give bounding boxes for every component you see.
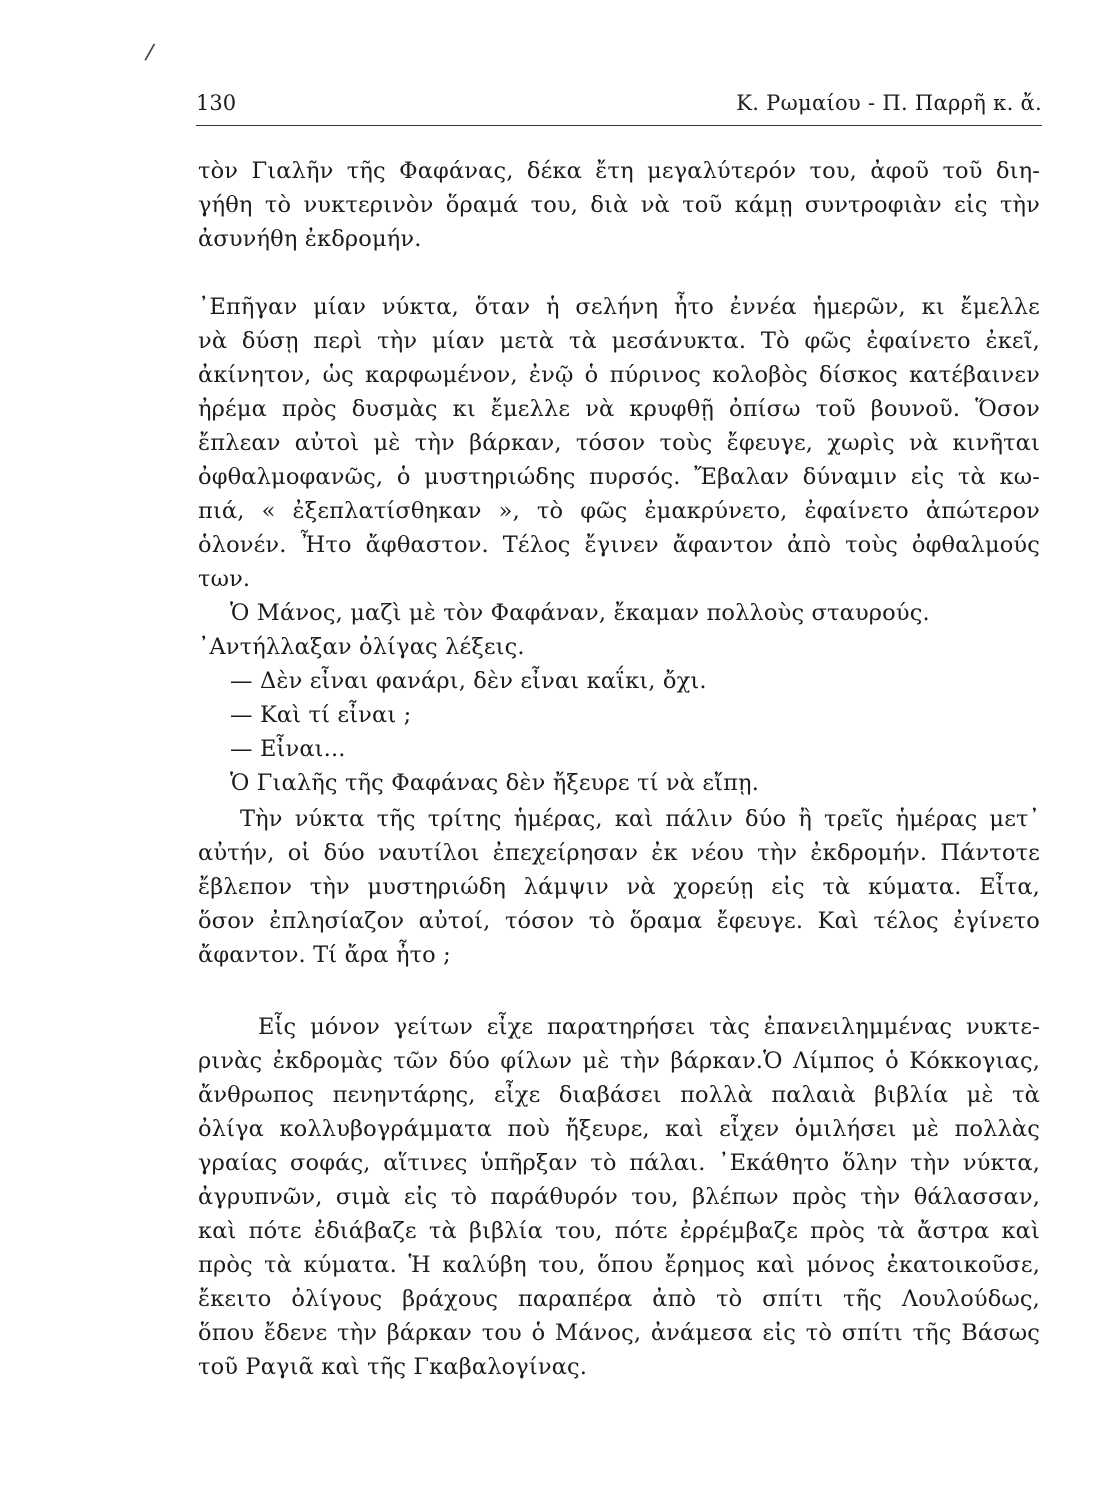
text-line: — Δὲν εἶναι φανάρι, δὲν εἶναι καΐκι, ὄχι.	[230, 668, 707, 694]
text-line: Τὴν νύκτα τῆς τρίτης ἡμέρας, καὶ πάλιν δύο ἢ τρεῖς ἡμέρας μετ᾿	[240, 806, 1040, 832]
text-line: ὁλονέν. Ἦτο ἄφθαστον. Τέλος ἔγινεν ἄφαντον ἀπὸ τοὺς ὀφθαλμούς	[198, 532, 1040, 558]
text-line: πρὸς τὰ κύματα. Ἡ καλύβη του, ὅπου ἔρημος καὶ μόνος ἐκατοικοῦσε,	[198, 1252, 1040, 1278]
text-line: τοῦ Ραγιᾶ καὶ τῆς Γκαβαλογίνας.	[198, 1354, 588, 1380]
text-line: ἔκειτο ὀλίγους βράχους παραπέρα ἀπὸ τὸ σπίτι τῆς Λουλούδως,	[198, 1286, 1040, 1312]
text-line: ἔπλεαν αὐτοὶ μὲ τὴν βάρκαν, τόσον τοὺς ἔφευγε, χωρὶς νὰ κινῆται	[198, 430, 1040, 456]
text-line: ἀσυνήθη ἐκδρομήν.	[198, 226, 422, 252]
text-line: ᾿Επῆγαν μίαν νύκτα, ὅταν ἡ σελήνη ἦτο ἐννέα ἡμερῶν, κι ἔμελλε	[198, 294, 1040, 320]
text-line: καὶ πότε ἐδιάβαζε τὰ βιβλία του, πότε ἐρρέμβαζε πρὸς τὰ ἄστρα καὶ	[198, 1218, 1040, 1244]
text-line: — Εἶναι...	[230, 736, 346, 762]
text-line: γήθη τὸ νυκτερινὸν ὅραμά του, διὰ νὰ τοῦ κάμῃ συντροφιὰν εἰς τὴν	[198, 192, 1040, 218]
text-line: αὐτήν, οἱ δύο ναυτίλοι ἐπεχείρησαν ἐκ νέου τὴν ἐκδρομήν. Πάντοτε	[198, 840, 1040, 866]
text-line: ὅπου ἔδενε τὴν βάρκαν του ὁ Μάνος, ἀνάμεσα εἰς τὸ σπίτι τῆς Βάσως	[198, 1320, 1040, 1346]
text-line: ἠρέμα πρὸς δυσμὰς κι ἔμελλε νὰ κρυφθῇ ὀπίσω τοῦ βουνοῦ. Ὅσον	[198, 396, 1040, 422]
text-line: ἀγρυπνῶν, σιμὰ εἰς τὸ παράθυρόν του, βλέπων πρὸς τὴν θάλασσαν,	[198, 1184, 1040, 1210]
text-line: πιά, « ἐξεπλατίσθηκαν », τὸ φῶς ἐμακρύνετο, ἐφαίνετο ἀπώτερον	[198, 498, 1040, 524]
text-line: ὀφθαλμοφανῶς, ὁ μυστηριώδης πυρσός. Ἔβαλαν δύναμιν εἰς τὰ κω-	[198, 464, 1040, 490]
text-line: νὰ δύσῃ περὶ τὴν μίαν μετὰ τὰ μεσάνυκτα. Τὸ φῶς ἐφαίνετο ἐκεῖ,	[198, 328, 1040, 354]
running-head: Κ. Ρωμαίου - Π. Παρρῆ κ. ἄ.	[736, 91, 1042, 115]
text-line: των.	[198, 566, 251, 592]
margin-mark: /	[143, 39, 156, 66]
text-line: ὅσον ἐπλησίαζον αὐτοί, τόσον τὸ ὅραμα ἔφευγε. Καὶ τέλος ἐγίνετο	[198, 908, 1040, 934]
text-line: ᾿Αντήλλαξαν ὀλίγας λέξεις.	[198, 634, 525, 660]
text-line: ρινὰς ἐκδρομὰς τῶν δύο φίλων μὲ τὴν βάρκαν.Ὁ Λίμπος ὁ Κόκκογιας,	[198, 1048, 1040, 1074]
text-line: ἀκίνητον, ὡς καρφωμένον, ἐνῷ ὁ πύρινος κολοβὸς δίσκος κατέβαινεν	[198, 362, 1040, 388]
page-header	[196, 88, 1042, 122]
text-line: γραίας σοφάς, αἵτινες ὑπῆρξαν τὸ πάλαι. ᾿Εκάθητο ὅλην τὴν νύκτα,	[198, 1150, 1040, 1176]
header-rule	[196, 125, 1042, 126]
text-line: ἔβλεπον τὴν μυστηριώδη λάμψιν νὰ χορεύῃ εἰς τὰ κύματα. Εἶτα,	[198, 874, 1040, 900]
text-line: Ὁ Μάνος, μαζὶ μὲ τὸν Φαφάναν, ἔκαμαν πολλοὺς σταυρούς.	[230, 600, 930, 626]
text-line: Ὁ Γιαλῆς τῆς Φαφάνας δὲν ἤξευρε τί νὰ εἴπῃ.	[230, 770, 759, 796]
text-line: ὀλίγα κολλυβογράμματα ποὺ ἤξευρε, καὶ εἶχεν ὁμιλήσει μὲ πολλὰς	[198, 1116, 1040, 1142]
text-line: τὸν Γιαλῆν τῆς Φαφάνας, δέκα ἔτη μεγαλύτερόν του, ἀφοῦ τοῦ διη-	[198, 158, 1040, 184]
page-number: 130	[196, 91, 237, 115]
text-line: ἄφαντον. Τί ἄρα ἦτο ;	[198, 942, 451, 968]
text-line: — Καὶ τί εἶναι ;	[230, 702, 412, 728]
text-line: ἄνθρωπος πενηντάρης, εἶχε διαβάσει πολλὰ παλαιὰ βιβλία μὲ τὰ	[198, 1082, 1040, 1108]
text-line: Εἷς μόνον γείτων εἶχε παρατηρήσει τὰς ἐπανειλημμένας νυκτε-	[258, 1014, 1040, 1040]
